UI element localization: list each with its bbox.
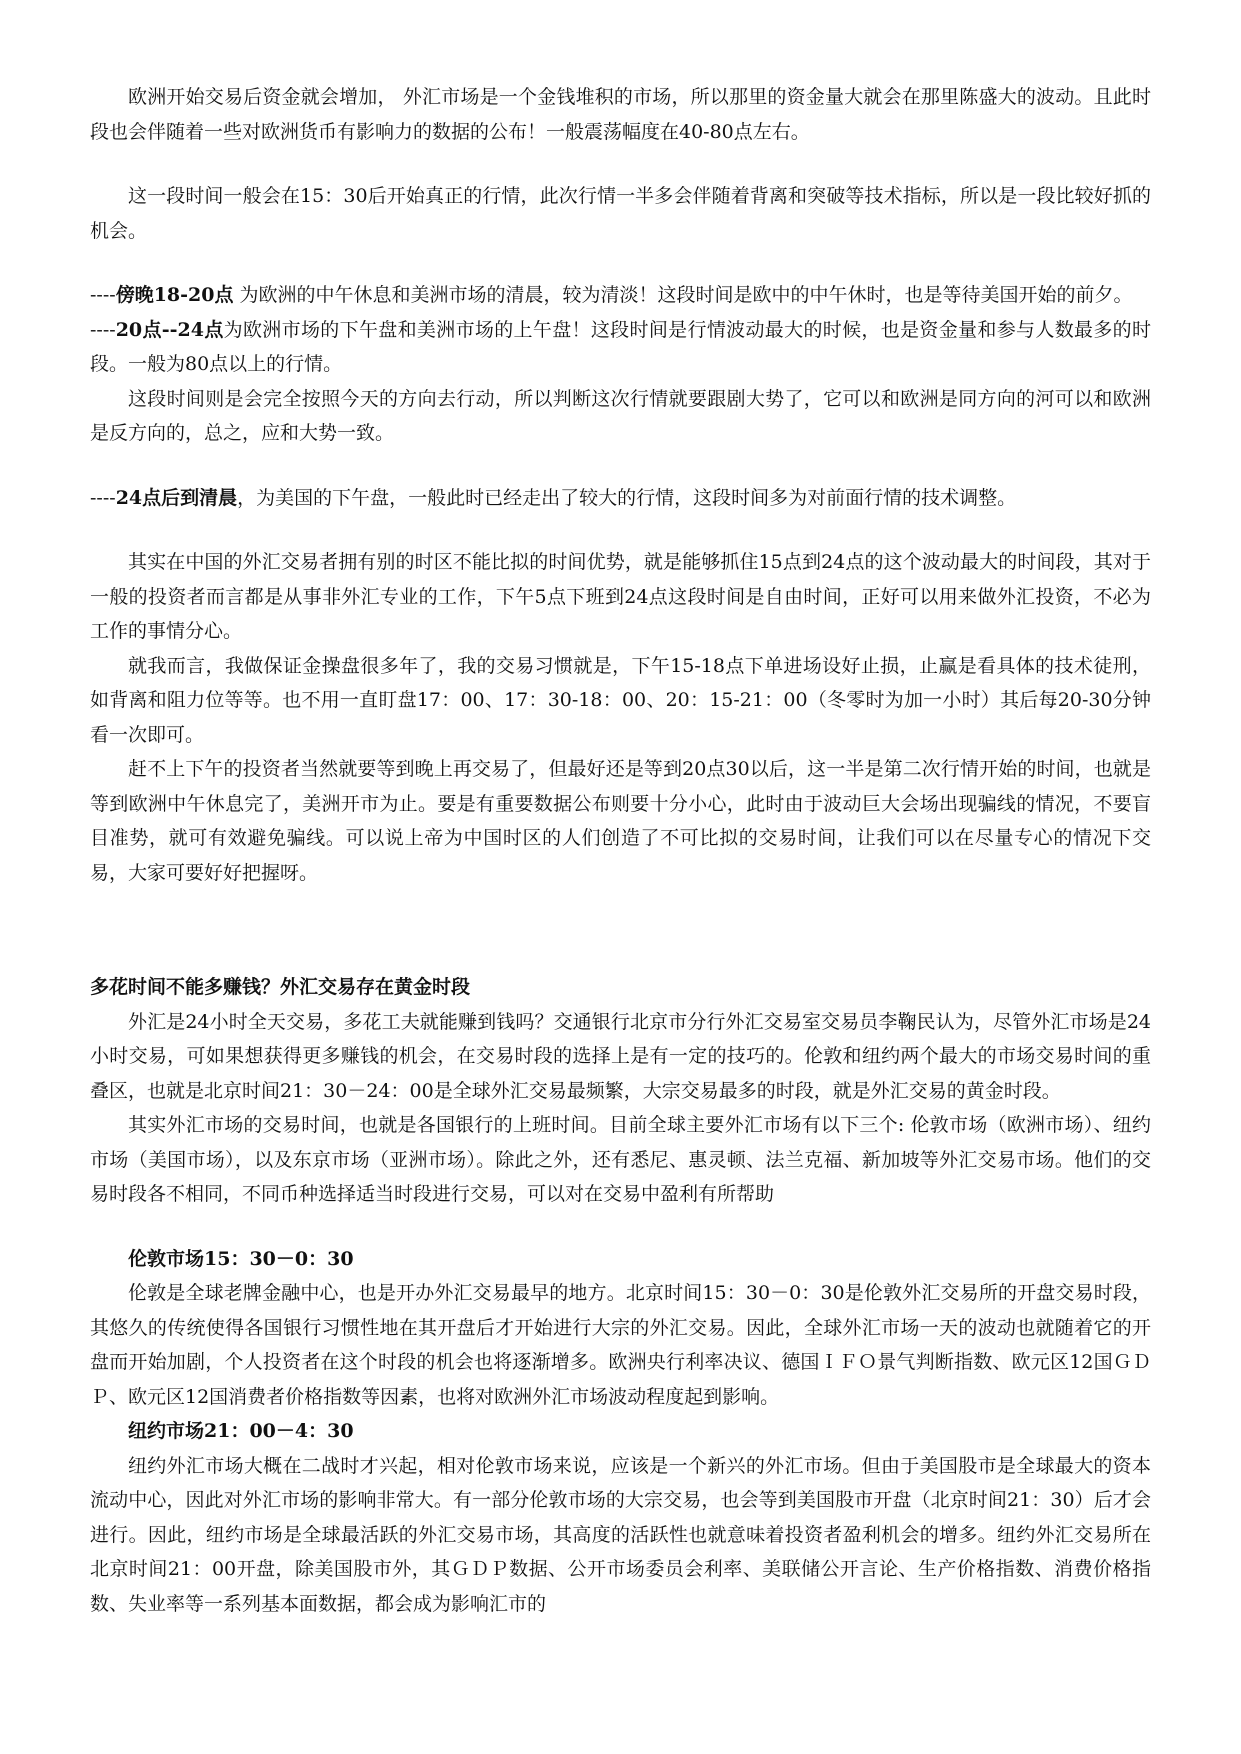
dash-prefix: ---- xyxy=(90,284,116,306)
paragraph-after-24 xyxy=(90,481,1151,516)
paragraph-1530-trend: 这一段时间一般会在15：30后开始真正的行情，此次行情一半多会伴随着背离和突破等技术指标，所以是一段比较好抓的机会。 xyxy=(90,185,1151,242)
paragraph-europe-open: 欧洲开始交易后资金就会增加， 外汇市场是一个金钱堆积的市场，所以那里的资金量大就会在那里陈盛大的波动。且此时段也会伴随着一些对欧洲货币有影响力的数据的公布！一般震荡幅度在40-80点左右。 xyxy=(90,86,1151,143)
paragraph-personal-habit: 就我而言，我做保证金操盘很多年了，我的交易习惯就是，下午15-18点下单进场设好止损，止赢是看具体的技术徒刑，如背离和阻力位等等。也不用一直盯盘17：00、17：30-18：00、20：15-21：00（冬零时为加一小时）其后每20-30分钟看一次即可。 xyxy=(90,654,1151,746)
london-market-heading: 伦敦市场15：30－0：30 xyxy=(128,1247,354,1270)
time-range-label: 傍晚18-20点 xyxy=(115,284,234,306)
paragraph-text: ，为美国的下午盘，一般此时已经走出了较大的行情，这段时间多为对前面行情的技术调整。 xyxy=(237,486,1017,509)
section-heading: 多花时间不能多赚钱？外汇交易存在黄金时段 xyxy=(90,976,471,998)
new-york-market-heading: 纽约市场21：00－4：30 xyxy=(128,1420,354,1442)
dash-prefix: ---- xyxy=(90,486,116,509)
time-range-label: 24点后到清晨 xyxy=(115,486,238,509)
paragraph-text: 为欧洲的中午休息和美洲市场的清晨，较为清淡！这段时间是欧中的中午休时，也是等待美国开始的前夕。 xyxy=(233,284,1133,306)
paragraph-follow-trend: 这段时间则是会完全按照今天的方向去行动，所以判断这次行情就要跟剧大势了，它可以和欧洲是同方向的河可以和欧洲是反方向的，总之，应和大势一致。 xyxy=(90,387,1151,444)
paragraph-text: 为欧洲市场的下午盘和美洲市场的上午盘！这段时间是行情波动最大的时候，也是资金量和参与人数最多的时段。一般为80点以上的行情。 xyxy=(90,318,1151,375)
paragraph-china-advantage: 其实在中国的外汇交易者拥有别的时区不能比拟的时间优势，就是能够抓住15点到24点的这个波动最大的时间段，其对于一般的投资者而言都是从事非外汇专业的工作，下午5点下班到24点这段时间是自由时间，正好可以用来做外汇投资，不必为工作的事情分心。 xyxy=(90,551,1151,642)
paragraph-evening-18-20 xyxy=(90,278,1151,313)
paragraph-new-york-market: 纽约外汇市场大概在二战时才兴起，相对伦敦市场来说，应该是一个新兴的外汇市场。但由于美国股市是全球最大的资本流动中心，因此对外汇市场的影响非常大。有一部分伦敦市场的大宗交易，也会等到美国股市开盘（北京时间21：30）后才会进行。因此，纽约市场是全球最活跃的外汇交易市场，其高度的活跃性也就意味着投资者盈利机会的增多。纽约外汇交易所在北京时间21：00开盘，除美国股市外，其ＧＤＰ数据、公开市场委员会利率、美联储公开言论、生产价格指数、消费价格指数、失业率等一系列基本面数据，都会成为影响汇市的 xyxy=(90,1454,1151,1615)
paragraph-major-markets: 其实外汇市场的交易时间，也就是各国银行的上班时间。目前全球主要外汇市场有以下三个: 伦敦市场（欧洲市场）、纽约市场（美国市场），以及东京市场（亚洲市场）。除此之外，还有悉尼、惠灵顿、法兰克福、新加坡等外汇交易市场。他们的交易时段各不相同，不同币种选择适当时段进行交易，可以对在交易中盈利有所帮助 xyxy=(90,1114,1151,1205)
dash-prefix: ---- xyxy=(90,318,116,341)
time-range-label: 20点--24点 xyxy=(115,318,224,341)
paragraph-london-market: 伦敦是全球老牌金融中心，也是开办外汇交易最早的地方。北京时间15：30－0：30是伦敦外汇交易所的开盘交易时段，其悠久的传统使得各国银行习惯性地在其开盘后才开始进行大宗的外汇交易。因此，全球外汇市场一天的波动也就随着它的开盘而开始加剧，个人投资者在这个时段的机会也将逐渐增多。欧洲央行利率决议、德国ＩＦＯ景气判断指数、欧元区12国ＧＤＰ、欧元区12国消费者价格指数等因素，也将对欧洲外汇市场波动程度起到影响。 xyxy=(90,1282,1151,1408)
paragraph-evening-trading: 赶不上下午的投资者当然就要等到晚上再交易了，但最好还是等到20点30以后，这一半是第二次行情开始的时间，也就是等到欧洲中午休息完了，美洲开市为止。要是有重要数据公布则要十分小心，此时由于波动巨大会场出现骗线的情况，不要盲目准势，就可有效避免骗线。可以说上帝为中国时区的人们创造了不可比拟的交易时间，让我们可以在尽量专心的情况下交易，大家可要好好把握呀。 xyxy=(90,758,1151,884)
paragraph-golden-hours: 外汇是24小时全天交易，多花工夫就能赚到钱吗？交通银行北京市分行外汇交易室交易员李鞠民认为，尽管外汇市场是24小时交易，可如果想获得更多赚钱的机会，在交易时段的选择上是有一定的技巧的。伦敦和纽约两个最大的市场交易时间的重叠区，也就是北京时间21：30－24：00是全球外汇交易最频繁，大宗交易最多的时段，就是外汇交易的黄金时段。 xyxy=(90,1010,1151,1102)
paragraph-20-24 xyxy=(90,313,1151,382)
